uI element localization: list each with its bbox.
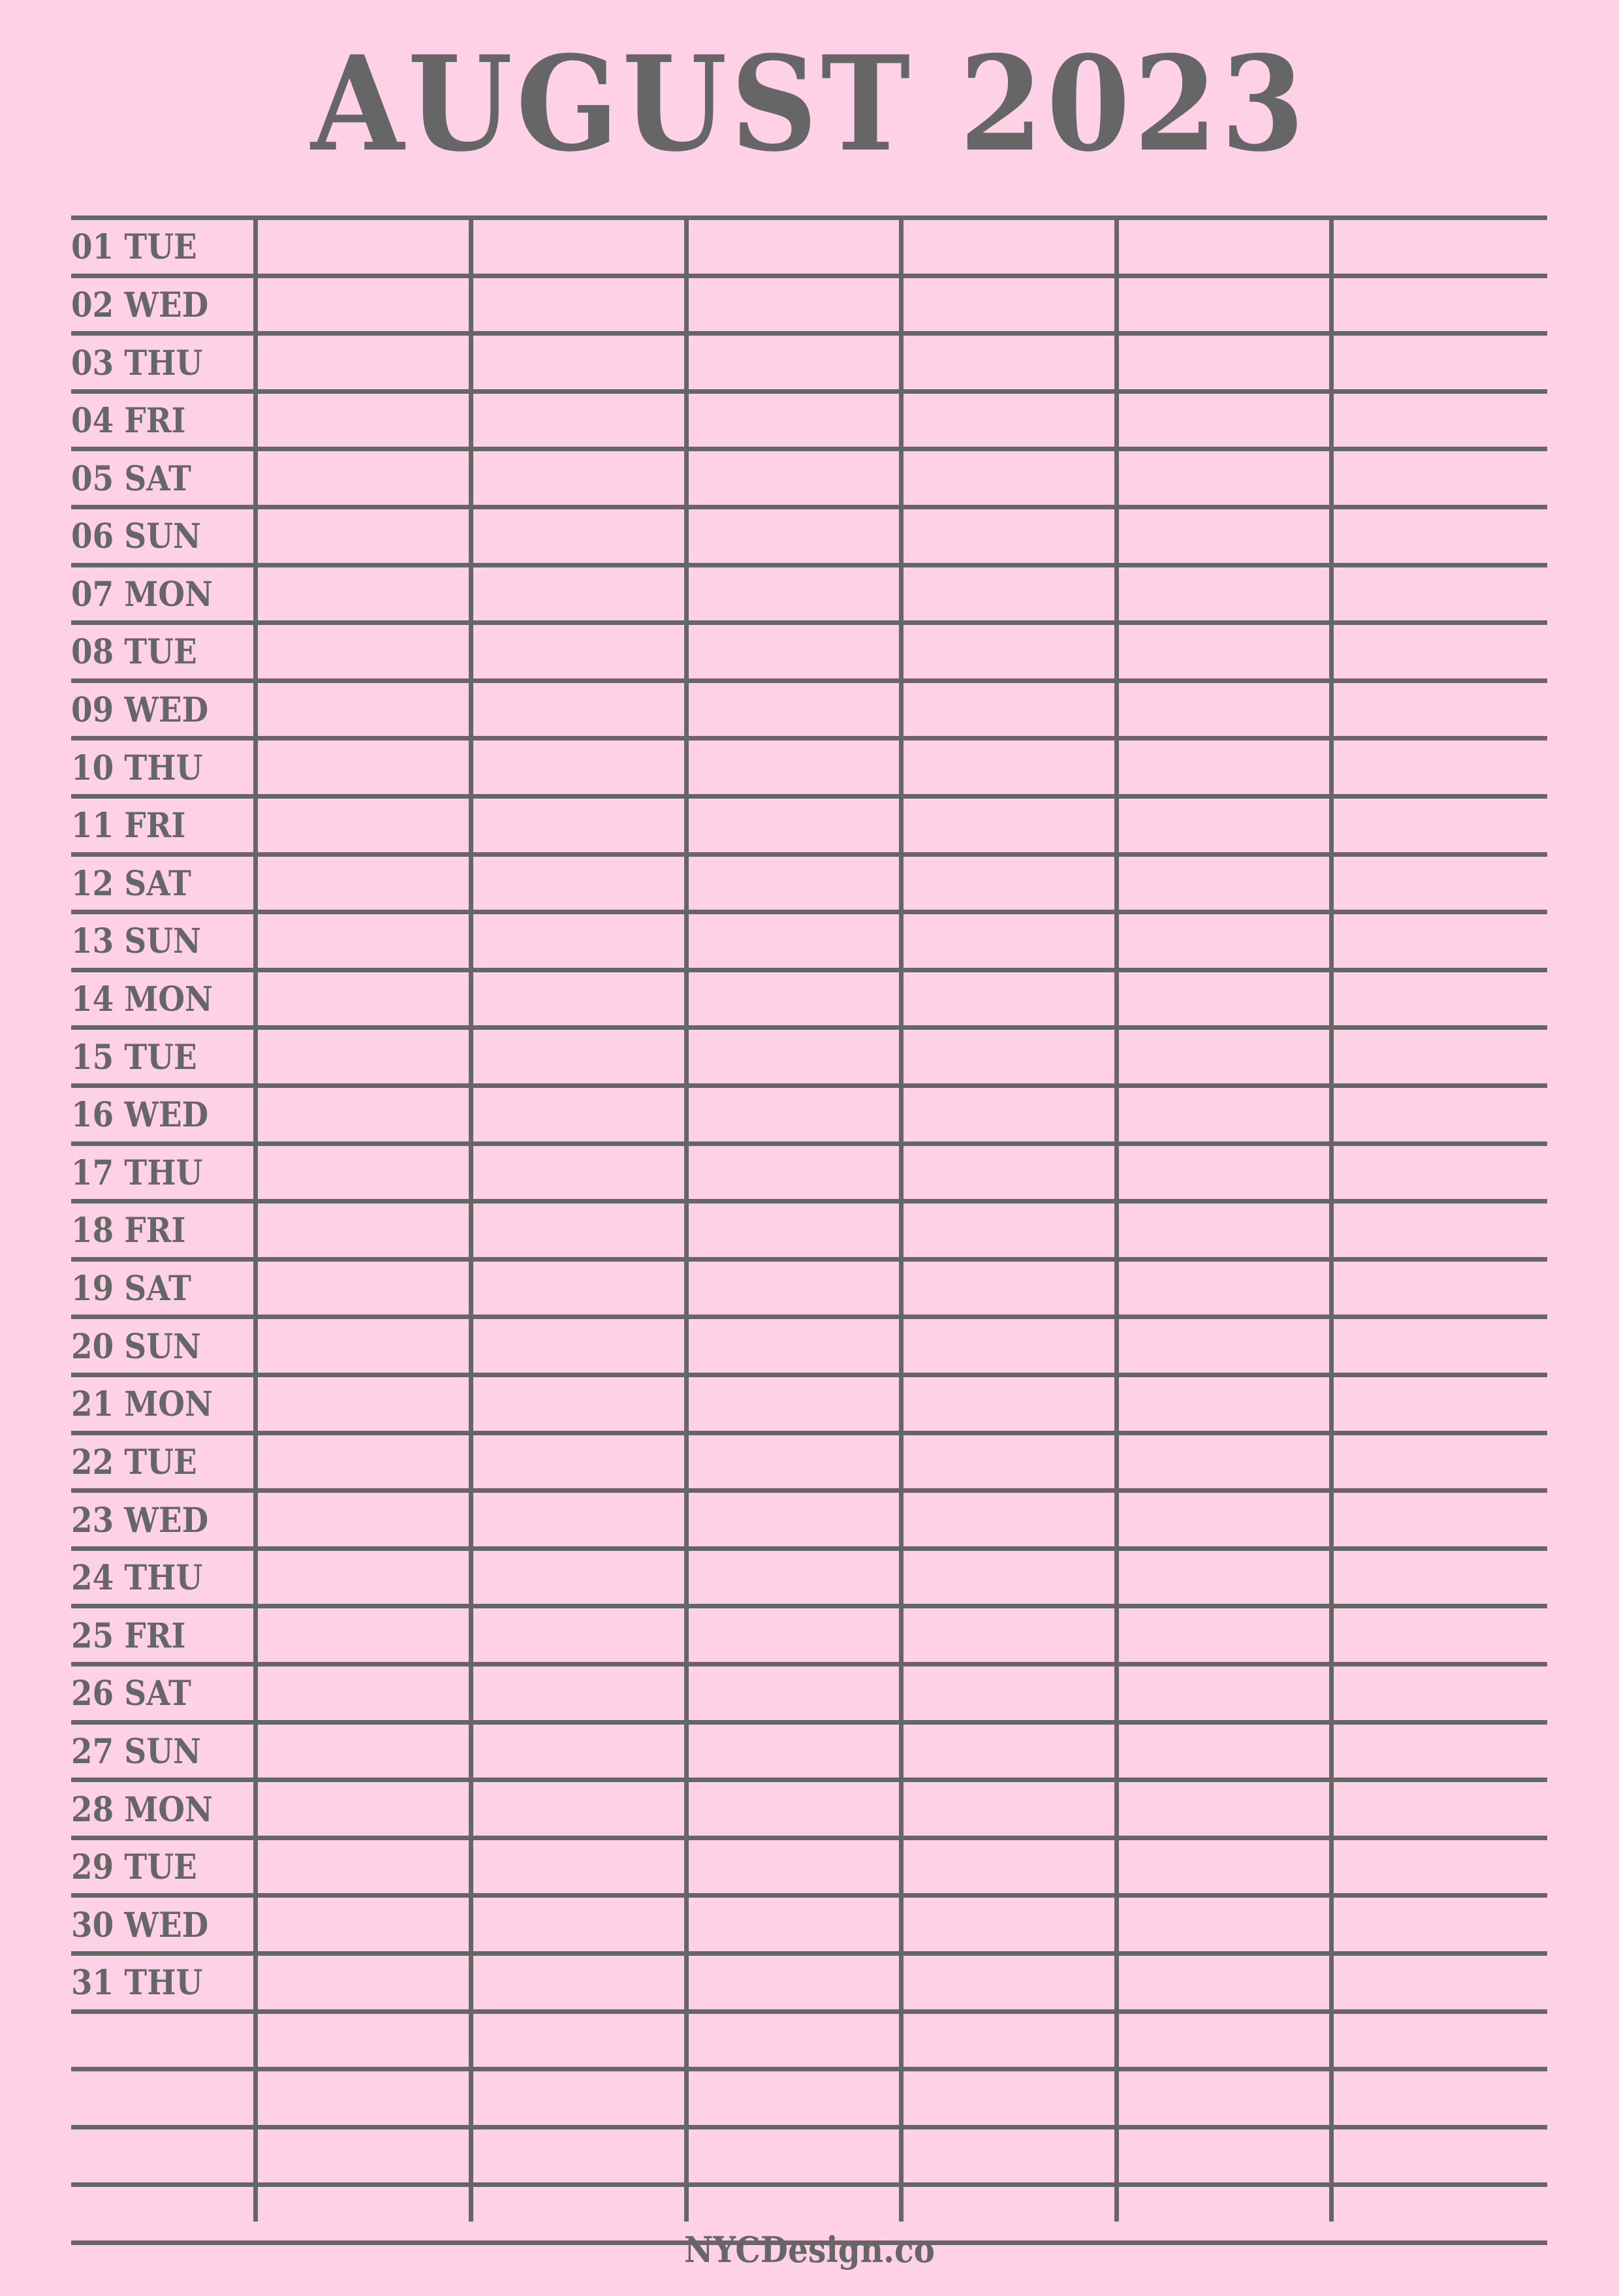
- row-rule: [71, 1373, 1547, 1377]
- day-label: 11 FRI: [71, 806, 186, 846]
- day-label: 21 MON: [71, 1384, 213, 1424]
- day-label: 25 FRI: [71, 1616, 186, 1656]
- column-divider: [469, 215, 473, 2222]
- row-rule: [71, 389, 1547, 394]
- row-rule: [71, 2182, 1547, 2187]
- row-rule: [71, 2125, 1547, 2129]
- day-label: 12 SAT: [71, 864, 191, 904]
- row-rule: [71, 1025, 1547, 1030]
- day-label: 15 TUE: [71, 1038, 197, 1077]
- row-rule: [71, 1546, 1547, 1551]
- day-label: 06 SUN: [71, 517, 201, 556]
- day-label: 29 TUE: [71, 1847, 197, 1887]
- day-label: 17 THU: [71, 1153, 203, 1193]
- day-label: 09 WED: [71, 690, 209, 730]
- day-label: 10 THU: [71, 748, 203, 788]
- row-rule: [71, 505, 1547, 509]
- row-rule: [71, 2067, 1547, 2071]
- day-label: 04 FRI: [71, 401, 186, 441]
- row-rule: [71, 968, 1547, 972]
- day-label: 24 THU: [71, 1558, 203, 1598]
- row-rule: [71, 1083, 1547, 1088]
- day-label: 27 SUN: [71, 1732, 201, 1772]
- day-label: 28 MON: [71, 1790, 213, 1830]
- row-rule: [71, 1431, 1547, 1435]
- row-rule: [71, 678, 1547, 683]
- row-rule: [71, 274, 1547, 278]
- day-label: 03 THU: [71, 343, 203, 383]
- column-divider: [1114, 215, 1119, 2222]
- row-rule: [71, 1488, 1547, 1493]
- row-rule: [71, 331, 1547, 336]
- row-rule: [71, 852, 1547, 857]
- row-rule: [71, 1951, 1547, 1956]
- row-rule: [71, 1836, 1547, 1840]
- row-rule: [71, 1141, 1547, 1146]
- day-label: 22 TUE: [71, 1443, 197, 1482]
- row-rule: [71, 1257, 1547, 1262]
- row-rule: [71, 1315, 1547, 1319]
- day-label: 19 SAT: [71, 1269, 191, 1309]
- day-label: 18 FRI: [71, 1211, 186, 1251]
- day-label: 14 MON: [71, 980, 213, 1019]
- row-rule: [71, 447, 1547, 451]
- day-label: 16 WED: [71, 1095, 209, 1135]
- day-label: 26 SAT: [71, 1674, 191, 1714]
- column-divider: [899, 215, 904, 2222]
- row-rule: [71, 1720, 1547, 1725]
- page-title: AUGUST 2023: [311, 27, 1308, 181]
- column-divider: [1329, 215, 1334, 2222]
- row-rule: [71, 215, 1547, 220]
- row-rule: [71, 2009, 1547, 2014]
- row-rule: [71, 1893, 1547, 1898]
- row-rule: [71, 794, 1547, 799]
- day-label: 30 WED: [71, 1905, 209, 1945]
- row-rule: [71, 1662, 1547, 1666]
- column-divider: [684, 215, 689, 2222]
- day-label: 01 TUE: [71, 227, 197, 267]
- row-rule: [71, 910, 1547, 914]
- row-rule: [71, 563, 1547, 567]
- day-label: 31 THU: [71, 1963, 203, 2003]
- day-label: 20 SUN: [71, 1327, 201, 1367]
- day-label: 02 WED: [71, 285, 209, 325]
- footer-credit: NYCDesign.co: [684, 2229, 935, 2271]
- day-label: 08 TUE: [71, 632, 197, 672]
- day-label: 23 WED: [71, 1501, 209, 1540]
- row-rule: [71, 1778, 1547, 1782]
- day-label: 05 SAT: [71, 459, 191, 499]
- row-rule: [71, 1199, 1547, 1204]
- row-rule: [71, 620, 1547, 625]
- column-divider: [253, 215, 258, 2222]
- row-rule: [71, 736, 1547, 741]
- row-rule: [71, 1604, 1547, 1608]
- day-label: 07 MON: [71, 575, 213, 614]
- day-label: 13 SUN: [71, 921, 201, 961]
